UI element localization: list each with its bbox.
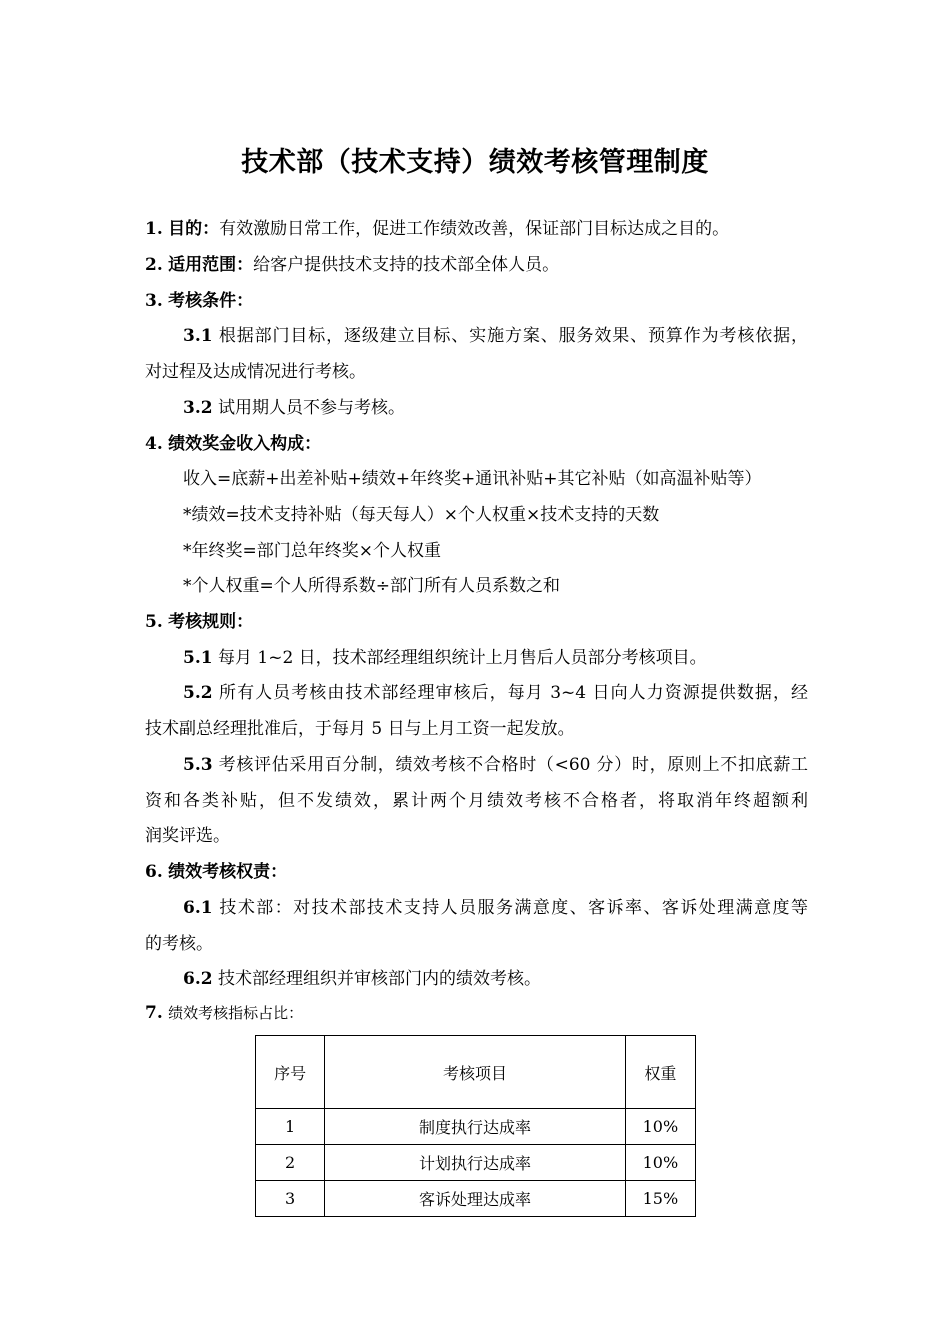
formula-income: 收入=底薪+出差补贴+绩效+年终奖+通讯补贴+其它补贴（如高温补贴等） xyxy=(183,469,762,489)
clause-5-2-cont: 技术副总经理批准后，于每月 5 日与上月工资一起发放。 xyxy=(145,719,575,739)
table-row xyxy=(256,1145,696,1181)
section-3 xyxy=(145,286,253,311)
section-7 xyxy=(145,1002,303,1023)
section-4 xyxy=(145,429,321,454)
section-heading: 考核条件： xyxy=(168,291,254,311)
cell-weight: 10% xyxy=(625,1145,695,1181)
clause-6-1-cont: 的考核。 xyxy=(145,934,213,954)
section-heading: 考核规则： xyxy=(168,612,254,632)
section-text: 有效激励日常工作，促进工作绩效改善，保证部门目标达成之目的。 xyxy=(219,219,730,239)
clause-text: 每月 1~2 日，技术部经理组织统计上月售后人员部分考核项目。 xyxy=(217,648,707,668)
formula-personal-weight: *个人权重=个人所得系数÷部门所有人员系数之和 xyxy=(183,576,560,596)
clause-3-1-cont: 对过程及达成情况进行考核。 xyxy=(145,362,366,382)
clause-text: 考核评估采用百分制，绩效考核不合格时（<60 分）时，原则上不扣底薪工 xyxy=(218,755,809,775)
section-text: 绩效考核指标占比： xyxy=(168,1004,304,1022)
section-text: 给客户提供技术支持的技术部全体人员。 xyxy=(253,255,560,275)
clause-text: 所有人员考核由技术部经理审核后，每月 3~4 日向人力资源提供数据，经 xyxy=(219,683,809,703)
cell-item: 计划执行达成率 xyxy=(325,1145,626,1181)
header-item: 考核项目 xyxy=(325,1036,626,1109)
clause-number: 3.1 xyxy=(183,326,213,346)
clause-number: 5.1 xyxy=(183,648,213,668)
cell-weight: 10% xyxy=(625,1109,695,1145)
cell-item: 客诉处理达成率 xyxy=(325,1181,626,1217)
clause-number: 6.1 xyxy=(183,898,213,918)
clause-6-2 xyxy=(183,964,541,989)
section-6 xyxy=(145,857,287,882)
page-title: 技术部（技术支持）绩效考核管理制度 xyxy=(241,147,709,178)
clause-number: 3.2 xyxy=(183,398,213,418)
clause-5-1 xyxy=(183,643,707,668)
cell-index: 3 xyxy=(256,1181,325,1217)
section-5 xyxy=(145,607,253,632)
cell-item: 制度执行达成率 xyxy=(325,1109,626,1145)
section-number: 5. xyxy=(145,612,163,632)
formula-performance: *绩效=技术支持补贴（每天每人）×个人权重×技术支持的天数 xyxy=(183,505,660,525)
section-number: 3. xyxy=(145,291,163,311)
cell-index: 2 xyxy=(256,1145,325,1181)
section-heading: 适用范围： xyxy=(168,255,254,275)
clause-5-2 xyxy=(183,678,808,703)
header-index: 序号 xyxy=(256,1036,325,1109)
clause-text: 技术部：对技术部技术支持人员服务满意度、客诉率、客诉处理满意度等 xyxy=(219,898,808,918)
clause-5-3-cont: 资和各类补贴，但不发绩效，累计两个月绩效考核不合格者，将取消年终超额利 xyxy=(145,791,808,811)
clause-3-2 xyxy=(183,393,405,418)
cell-weight: 15% xyxy=(625,1181,695,1217)
section-number: 6. xyxy=(145,862,163,882)
kpi-weight-table xyxy=(255,1035,696,1217)
section-1 xyxy=(145,214,729,239)
clause-text: 技术部经理组织并审核部门内的绩效考核。 xyxy=(217,969,541,989)
section-number: 4. xyxy=(145,434,163,454)
clause-6-1 xyxy=(183,893,808,918)
formula-year-end-bonus: *年终奖=部门总年终奖×个人权重 xyxy=(183,541,441,561)
clause-3-1 xyxy=(183,321,808,346)
table-header-row xyxy=(256,1036,696,1109)
section-heading: 绩效奖金收入构成： xyxy=(168,434,322,454)
table-row xyxy=(256,1181,696,1217)
section-number: 2. xyxy=(145,255,163,275)
clause-5-3-cont2: 润奖评选。 xyxy=(145,826,230,846)
table-row xyxy=(256,1109,696,1145)
clause-text: 试用期人员不参与考核。 xyxy=(217,398,405,418)
section-number: 1. xyxy=(145,219,163,239)
clause-text: 根据部门目标，逐级建立目标、实施方案、服务效果、预算作为考核依据， xyxy=(218,326,809,346)
section-2 xyxy=(145,250,559,275)
section-number: 7. xyxy=(145,1003,163,1023)
clause-number: 5.2 xyxy=(183,683,213,703)
section-heading: 目的： xyxy=(168,219,220,239)
clause-5-3 xyxy=(183,750,808,775)
cell-index: 1 xyxy=(256,1109,325,1145)
header-weight: 权重 xyxy=(625,1036,695,1109)
section-heading: 绩效考核权责： xyxy=(168,862,288,882)
clause-number: 5.3 xyxy=(183,755,213,775)
clause-number: 6.2 xyxy=(183,969,213,989)
